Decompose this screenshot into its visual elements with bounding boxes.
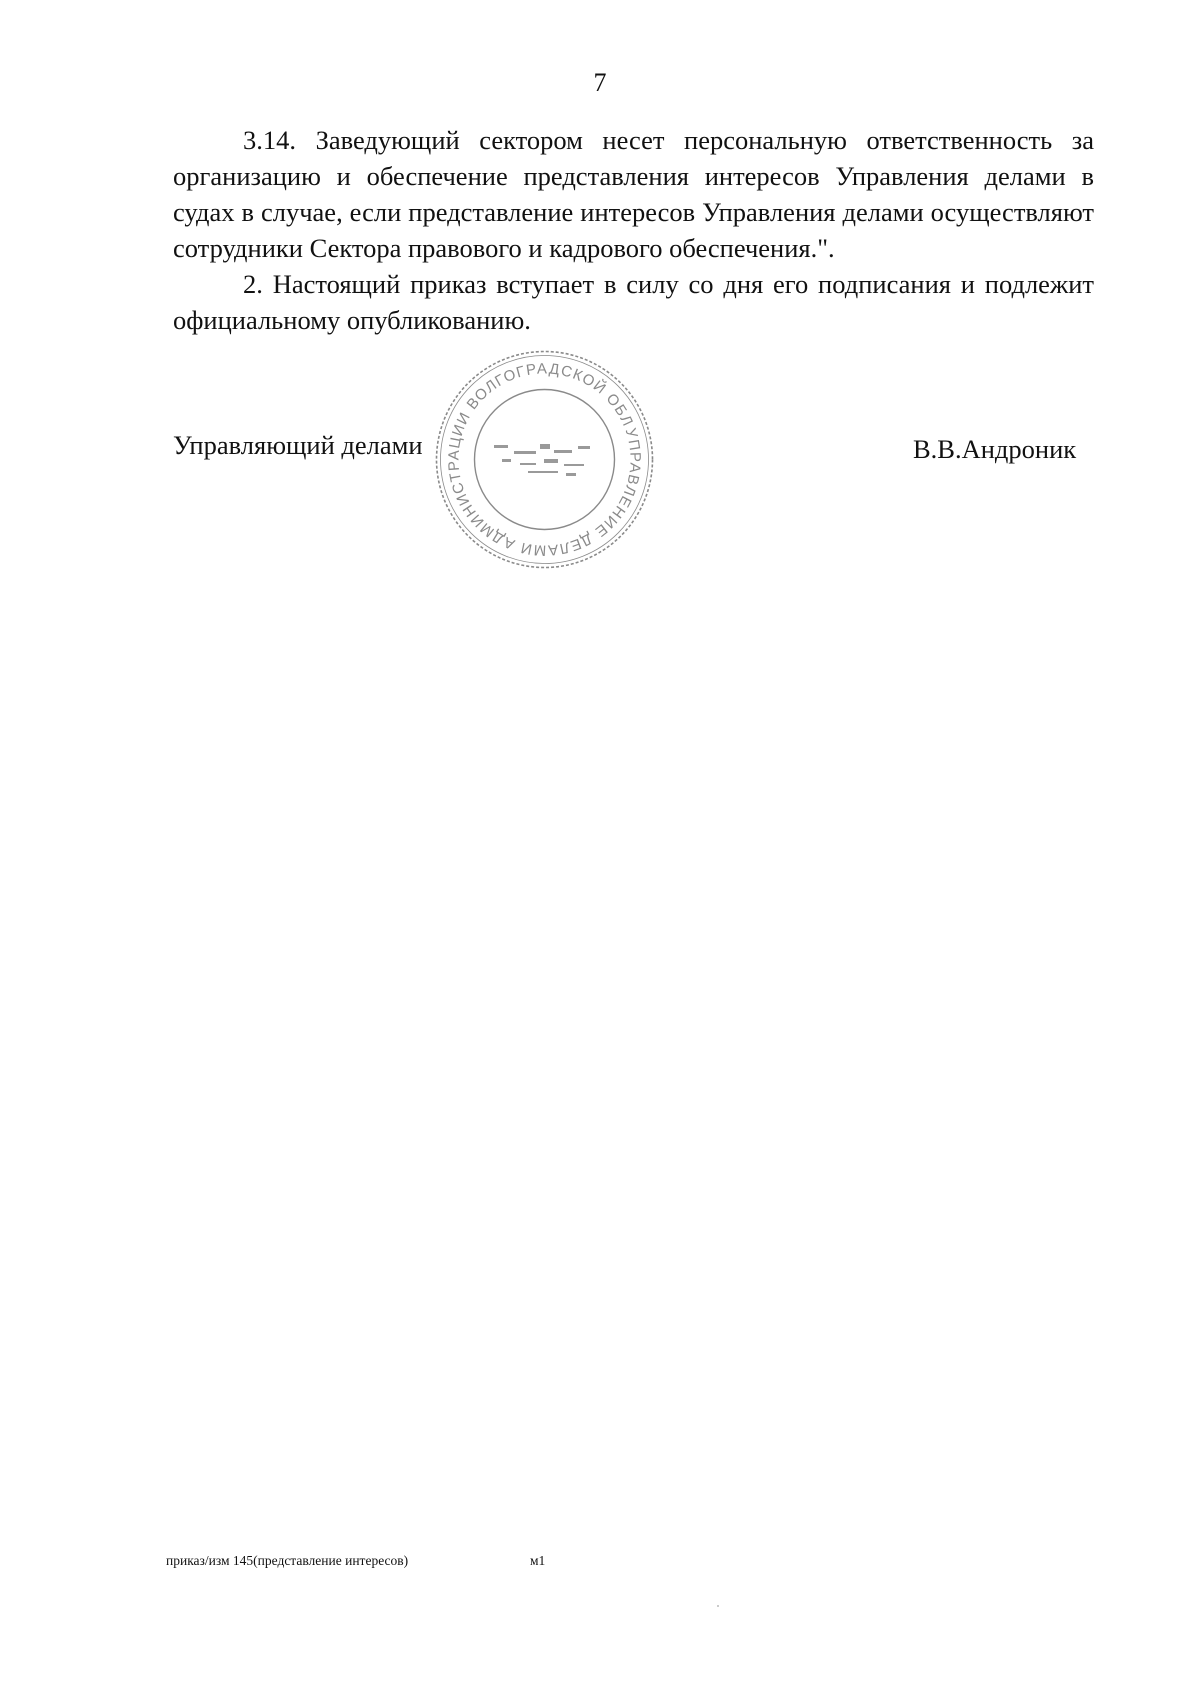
paragraph-item-2: 2. Настоящий приказ вступает в силу со дня его подписания и подлежит официальному опубликованию.	[173, 269, 1094, 335]
seal-emblem-icon	[494, 444, 590, 476]
footer-file-reference: приказ/изм 145(представление интересов)	[166, 1553, 409, 1568]
official-seal-stamp	[432, 347, 657, 572]
seal-ring-text: УПРАВЛЕНИЕ ДЕЛАМИ АДМИНИСТРАЦИИ ВОЛГОГРАДСКОЙ ОБЛАСТИ	[445, 360, 644, 559]
signatory-position: Управляющий делами	[173, 430, 423, 460]
page-number: 7	[593, 68, 607, 97]
scan-speck	[717, 1605, 719, 1607]
document-body	[173, 122, 1094, 338]
footer-code: м1	[530, 1553, 546, 1568]
signatory-name: В.В.Андроник	[913, 434, 1077, 464]
paragraph-section-3-14: 3.14. Заведующий сектором несет персональную ответственность за организацию и обеспечение представления интересов Управления делами в судах в случае, если представление интересов Управления делами осуществляют сотрудники Сектора правового и кадрового обеспечения.".	[173, 125, 1094, 263]
